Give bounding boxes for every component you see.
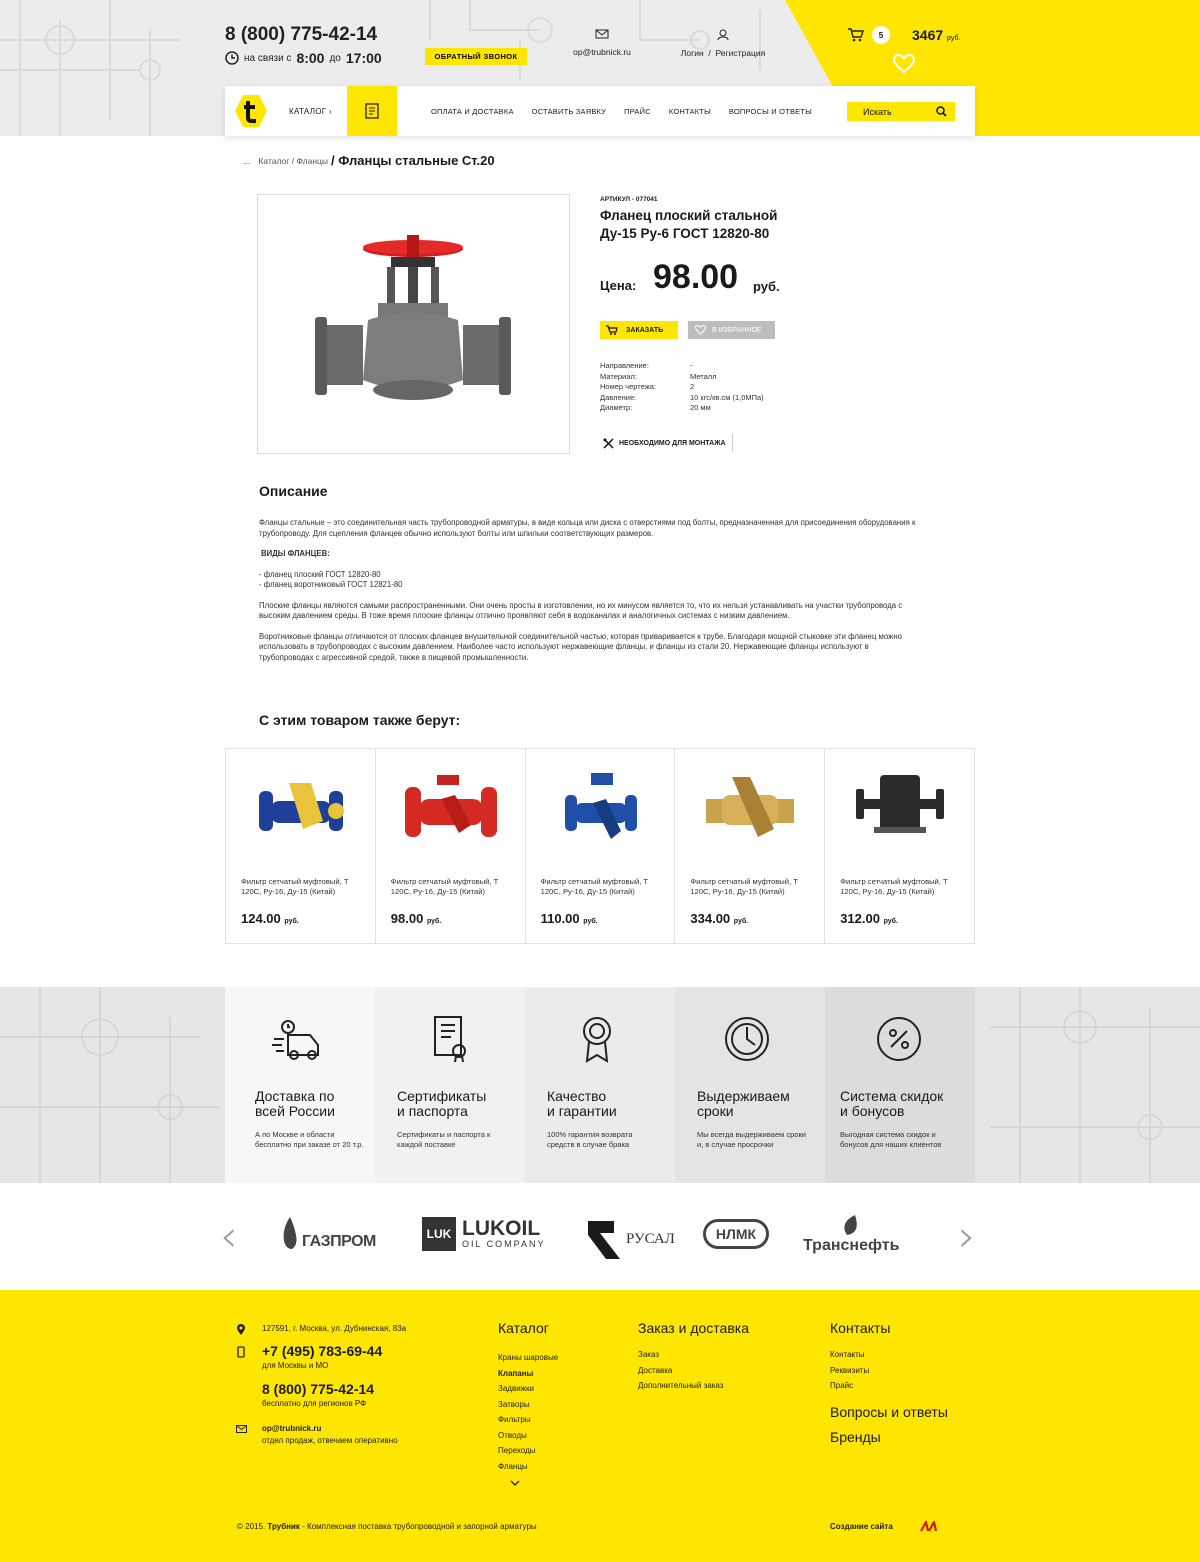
breadcrumb-path[interactable]: Каталог / Фланцы	[258, 155, 328, 166]
product-card-currency: руб.	[583, 918, 598, 925]
mobile-phone-icon	[237, 1346, 245, 1358]
feature-certificates	[375, 987, 525, 1183]
footer-link[interactable]: Затворы	[498, 1399, 530, 1409]
register-link[interactable]: Регистрация	[715, 48, 766, 58]
envelope-icon	[236, 1425, 247, 1433]
spec-value: 10 кгс/кв.см (1,0МПа)	[690, 392, 764, 402]
brand-lukoil[interactable]	[422, 1217, 546, 1251]
spec-key: Диаметр:	[600, 403, 633, 412]
chevron-down-icon[interactable]	[510, 1479, 520, 1487]
page-title: / Фланцы стальные Ст.20	[331, 153, 495, 168]
product-card-price	[541, 911, 598, 926]
product-price: 98.00	[653, 258, 739, 296]
order-label: ЗАКАЗАТЬ	[626, 326, 664, 334]
favorites-label: В ИЗБРАННОЕ	[712, 326, 762, 334]
hours-mid: до	[329, 52, 341, 64]
footer-contacts-title[interactable]: Контакты	[830, 1320, 891, 1336]
user-icon	[717, 29, 729, 40]
site-logo[interactable]	[233, 93, 269, 129]
product-card-currency: руб.	[733, 918, 749, 925]
related-products	[225, 748, 975, 944]
footer-phone-free[interactable]: 8 (800) 775-42-14	[262, 1381, 375, 1397]
mounting-link[interactable]	[603, 434, 733, 452]
feature-title-line: Сертификаты	[397, 1088, 487, 1104]
brand-nlmk[interactable]: НЛМК	[703, 1219, 769, 1249]
menu-item-request[interactable]: ОСТАВИТЬ ЗАЯВКУ	[531, 106, 607, 116]
brands-carousel	[0, 1183, 1200, 1289]
feature-title-line: и гарантии	[547, 1103, 617, 1119]
feature-subtitle: Сертификаты и паспорта к каждой поставке	[397, 1130, 491, 1149]
add-to-favorites-button[interactable]	[688, 321, 775, 339]
made-by-link[interactable]: Создание сайта	[830, 1522, 893, 1531]
footer-order-links	[638, 1347, 723, 1394]
product-card-price	[391, 911, 442, 926]
features-strip	[225, 987, 975, 1183]
product-card[interactable]	[226, 749, 376, 943]
cart-sum	[912, 27, 960, 43]
product-title-line1: Фланец плоский стальной	[600, 208, 778, 223]
feature-title-line: всей России	[255, 1103, 335, 1119]
footer-link[interactable]: Отводы	[498, 1430, 527, 1440]
footer-link[interactable]: Фильтры	[498, 1415, 531, 1424]
brand-gazprom[interactable]	[280, 1215, 376, 1251]
product-card-price	[690, 911, 748, 926]
search-icon[interactable]	[936, 106, 947, 117]
product-card-name: Фильтр сетчатый муфтовый, Т 120С, Ру-16, Ду-15 (Китай)	[840, 877, 948, 896]
filter-product-image	[251, 769, 351, 849]
footer-email-note: отдел продаж, отвечаем оперативно	[262, 1436, 398, 1445]
hours-from: 8:00	[296, 50, 325, 66]
spec-row	[600, 393, 764, 404]
copyright	[237, 1522, 537, 1531]
spec-key: Давление:	[600, 392, 637, 402]
footer-contacts-links	[830, 1347, 869, 1394]
spec-key: Направление:	[600, 361, 649, 370]
feature-title-line: Система скидок	[840, 1088, 944, 1104]
spec-row	[600, 372, 764, 383]
filter-product-image	[401, 769, 501, 849]
footer-phone-moscow-note: для Москвы и МО	[262, 1361, 329, 1370]
spec-key: Номер чертежа:	[600, 382, 656, 391]
envelope-icon	[595, 29, 609, 39]
footer-link[interactable]: Доставка	[638, 1365, 673, 1375]
spec-value: -	[690, 361, 693, 370]
price-label: Цена:	[600, 278, 637, 293]
cart-sum-value: 3467	[912, 27, 944, 43]
product-card-price-value: 334.00	[690, 911, 731, 926]
filter-product-image	[850, 769, 950, 849]
product-title	[600, 207, 830, 243]
footer-link[interactable]: Фланцы	[498, 1461, 528, 1471]
feature-discounts	[825, 987, 975, 1183]
footer-link[interactable]: Контакты	[830, 1350, 865, 1359]
description-body	[259, 518, 919, 673]
product-card[interactable]	[526, 749, 676, 943]
footer-link[interactable]: Дополнительный заказ	[638, 1381, 724, 1390]
product-card-price-value: 98.00	[390, 911, 424, 926]
spec-value: 20 мм	[690, 403, 711, 412]
copyright-text: - Комплексная поставка трубопроводной и запорной арматуры	[299, 1522, 537, 1531]
footer-catalog-links	[498, 1350, 558, 1492]
footer-order-title[interactable]: Заказ и доставка	[638, 1320, 749, 1336]
menu-item-faq[interactable]: ВОПРОСЫ И ОТВЕТЫ	[728, 106, 813, 116]
quality-medal-icon	[577, 1015, 637, 1063]
brand-transneft[interactable]	[803, 1213, 899, 1255]
login-link[interactable]: Логин	[680, 48, 704, 58]
header-phone[interactable]: 8 (800) 775-42-14	[225, 24, 378, 45]
feature-title	[840, 1089, 943, 1119]
price-currency: руб.	[753, 279, 780, 294]
feature-title-line: сроки	[697, 1103, 734, 1119]
feature-subtitle: А по Москве и области бесплатно при заказе от 20 т.р.	[255, 1130, 364, 1149]
hours-to: 17:00	[345, 50, 382, 66]
product-specs	[600, 361, 764, 414]
breadcrumb-dots: ...	[243, 155, 251, 166]
spec-value: Металл	[690, 371, 717, 381]
favorites-heart-icon[interactable]	[893, 54, 915, 74]
menu-item-price[interactable]: ПРАЙС	[624, 106, 651, 116]
feature-subtitle: Мы всегда выдерживаем сроки и, в случае просрочки	[697, 1130, 806, 1149]
tools-icon	[603, 438, 614, 449]
cart-icon	[848, 28, 864, 42]
footer-address: 127591, г. Москва, ул. Дубнинская, 83а	[262, 1324, 407, 1333]
mounting-label: НЕОБХОДИМО ДЛЯ МОНТАЖА	[619, 439, 726, 447]
callback-button[interactable]: ОБРАТНЫЙ ЗВОНОК	[425, 48, 527, 65]
header-account	[673, 29, 773, 58]
login-separator: /	[708, 48, 711, 58]
breadcrumb	[243, 153, 495, 168]
feature-subtitle: 100% гарантия возврата средств в случае брака	[547, 1130, 633, 1149]
footer-link[interactable]: Переходы	[498, 1446, 536, 1455]
copyright-brand: Трубник	[267, 1522, 300, 1531]
location-pin-icon	[236, 1324, 246, 1336]
lukoil-sub-text: OIL COMPANY	[462, 1239, 546, 1249]
search-placeholder: Искать	[863, 106, 892, 117]
footer-phone-moscow[interactable]: +7 (495) 783-69-44	[262, 1343, 383, 1359]
product-card-price	[840, 911, 898, 926]
footer-catalog-title[interactable]: Каталог	[498, 1320, 549, 1336]
flange-type-item: - фланец воротниковый ГОСТ 12821-80	[259, 580, 403, 589]
feature-subtitle: Выгодная система скидок и бонусов для наших клиентов	[840, 1130, 942, 1149]
product-sku: АРТИКУЛ - 077041	[600, 196, 658, 203]
copyright-prefix: © 2015.	[237, 1522, 266, 1531]
footer	[0, 1290, 1200, 1562]
product-card[interactable]	[376, 749, 526, 943]
feature-title-line: и бонусов	[840, 1103, 905, 1119]
order-button[interactable]	[600, 321, 678, 339]
catalog-menu-button[interactable]	[289, 107, 347, 116]
menu-item-contacts[interactable]: КОНТАКТЫ	[668, 106, 711, 116]
related-title: С этим товаром также берут:	[259, 712, 461, 728]
spec-row	[600, 382, 764, 393]
brand-rusal[interactable]	[586, 1219, 675, 1259]
menu-item-payment[interactable]: ОПЛАТА И ДОСТАВКА	[431, 106, 514, 116]
catalog-label: КАТАЛОГ	[289, 106, 327, 116]
product-card-price-value: 124.00	[241, 911, 281, 926]
product-card-price-value: 110.00	[540, 911, 580, 926]
spec-value: 2	[690, 382, 695, 391]
description-paragraph: Воротниковые фланцы отличаются от плоских фланцев внушительной соединительной частью, которая приваривается к трубе. Благодаря мощной стыковке эти фланец можно использовать в трубопроводах с высоким давлением. Наиболее часто используют нержавеющие фланцы, и фланцы из стали 20. Нержавеющие фланцы используют в трубопроводах с агрессивной средой, также в пищевой промышленности.	[259, 631, 902, 662]
feature-delivery	[225, 987, 375, 1183]
feature-title	[397, 1089, 486, 1119]
feature-title	[255, 1089, 335, 1119]
flange-types-title: ВИДЫ ФЛАНЦЕВ:	[261, 549, 330, 558]
carousel-next-arrow[interactable]: ›	[958, 1211, 976, 1262]
footer-link[interactable]: Краны шаровые	[498, 1353, 559, 1362]
description-paragraph: Плоские фланцы являются самыми распространенными. Они очень просты в изготовлении, но их минусом является то, что их нельзя устанавливать на участки трубопровода с высоким давлением среды. В тоже время плоские фланцы отлично проявляют себя в водоканалах и аналогичных системах с низким давлением.	[259, 600, 903, 620]
top-menu	[431, 107, 812, 116]
feature-title-line: Доставка по	[255, 1088, 335, 1104]
transneft-text: Транснефть	[803, 1237, 900, 1254]
feature-quality	[525, 987, 675, 1183]
filter-product-image	[551, 769, 651, 849]
spec-row	[600, 403, 764, 414]
chevron-right-icon: ›	[328, 106, 332, 116]
brand-gazprom-text: ГАЗПРОМ	[302, 1233, 376, 1250]
working-hours	[225, 50, 382, 66]
gazprom-flame-icon	[280, 1215, 300, 1251]
feature-title	[547, 1089, 617, 1119]
product-card-price	[241, 911, 299, 926]
product-card-currency: руб.	[426, 918, 442, 925]
footer-faq-link[interactable]: Вопросы и ответы	[830, 1404, 948, 1420]
footer-link[interactable]: Задвижки	[498, 1384, 534, 1393]
spec-row	[600, 361, 764, 372]
valve-image	[258, 195, 569, 453]
search-input[interactable]	[847, 102, 955, 121]
header-cart[interactable]	[848, 26, 960, 44]
clock-icon	[723, 1015, 783, 1063]
header-email[interactable]	[572, 29, 632, 57]
feature-title	[697, 1089, 790, 1119]
discount-icon	[875, 1015, 935, 1063]
cart-icon	[606, 325, 618, 335]
clock-icon	[225, 51, 239, 65]
product-title-line2: Ду-15 Ру-6 ГОСТ 12820-80	[600, 226, 770, 241]
description-title: Описание	[259, 483, 328, 499]
product-card-name: Фильтр сетчатый муфтовый, Т 120С, Ру-16, Ду-15 (Китай)	[690, 877, 798, 896]
feature-title-line: Качество	[547, 1088, 607, 1104]
product-card-currency: руб.	[284, 918, 299, 925]
delivery-truck-icon	[270, 1015, 330, 1063]
footer-brands-link[interactable]: Бренды	[830, 1429, 881, 1445]
developer-logo[interactable]	[920, 1521, 938, 1532]
feature-deadlines	[675, 987, 825, 1183]
feature-title-line: Выдерживаем	[697, 1088, 790, 1104]
cart-currency: руб.	[947, 35, 961, 42]
footer-link[interactable]: Заказ	[638, 1350, 659, 1359]
document-button[interactable]	[347, 86, 397, 136]
footer-link[interactable]: Прайс	[830, 1381, 854, 1390]
footer-link[interactable]: Реквизиты	[830, 1365, 870, 1375]
certificate-icon	[427, 1015, 487, 1063]
product-card[interactable]	[825, 749, 974, 943]
hours-prefix: на связи с	[244, 52, 292, 64]
rusal-logo-mark	[586, 1219, 622, 1259]
footer-email[interactable]: op@trubnick.ru	[262, 1424, 322, 1433]
product-card[interactable]	[675, 749, 825, 943]
lukoil-logo-mark: LUK	[422, 1217, 456, 1251]
lukoil-main-text: LUKOIL	[462, 1217, 541, 1240]
rusal-text: РУСАЛ	[626, 1230, 675, 1247]
transneft-drop-icon	[831, 1213, 871, 1237]
main-navigation	[225, 86, 975, 136]
product-card-name: Фильтр сетчатый муфтовый, Т 120С, Ру-16, Ду-15 (Китай)	[241, 877, 349, 896]
footer-link[interactable]: Клапаны	[498, 1368, 534, 1378]
product-photo[interactable]	[257, 194, 570, 454]
feature-title-line: и паспорта	[397, 1103, 468, 1119]
footer-phone-free-note: бесплатно для регионов РФ	[262, 1399, 367, 1408]
filter-product-image	[700, 769, 800, 849]
carousel-prev-arrow[interactable]: ‹	[220, 1211, 238, 1262]
product-card-currency: руб.	[883, 918, 898, 925]
heart-icon	[695, 325, 706, 335]
header-email-text: op@trubnick.ru	[573, 47, 631, 57]
spec-key: Материал:	[600, 371, 637, 381]
product-card-name: Фильтр сетчатый муфтовый, Т 120С, Ру-16, Ду-15 (Китай)	[540, 877, 649, 896]
description-paragraph: Фланцы стальные – это соединительная часть трубопроводной арматуры, в виде кольца или диска с отверстиями под болты, предназначенная для присоединения оборудования к трубопроводу. Для сцепления фланцев обычно используют болты или шпильки соответствующих размеров.	[259, 518, 916, 538]
product-card-name: Фильтр сетчатый муфтовый, Т 120С, Ру-16, Ду-15 (Китай)	[390, 877, 499, 896]
cart-count-badge: 5	[872, 26, 890, 44]
lukoil-logo-text	[462, 1219, 546, 1249]
document-icon	[365, 103, 379, 119]
product-card-price-value: 312.00	[840, 911, 880, 926]
flange-type-item: - фланец плоский ГОСТ 12820-80	[259, 569, 381, 579]
